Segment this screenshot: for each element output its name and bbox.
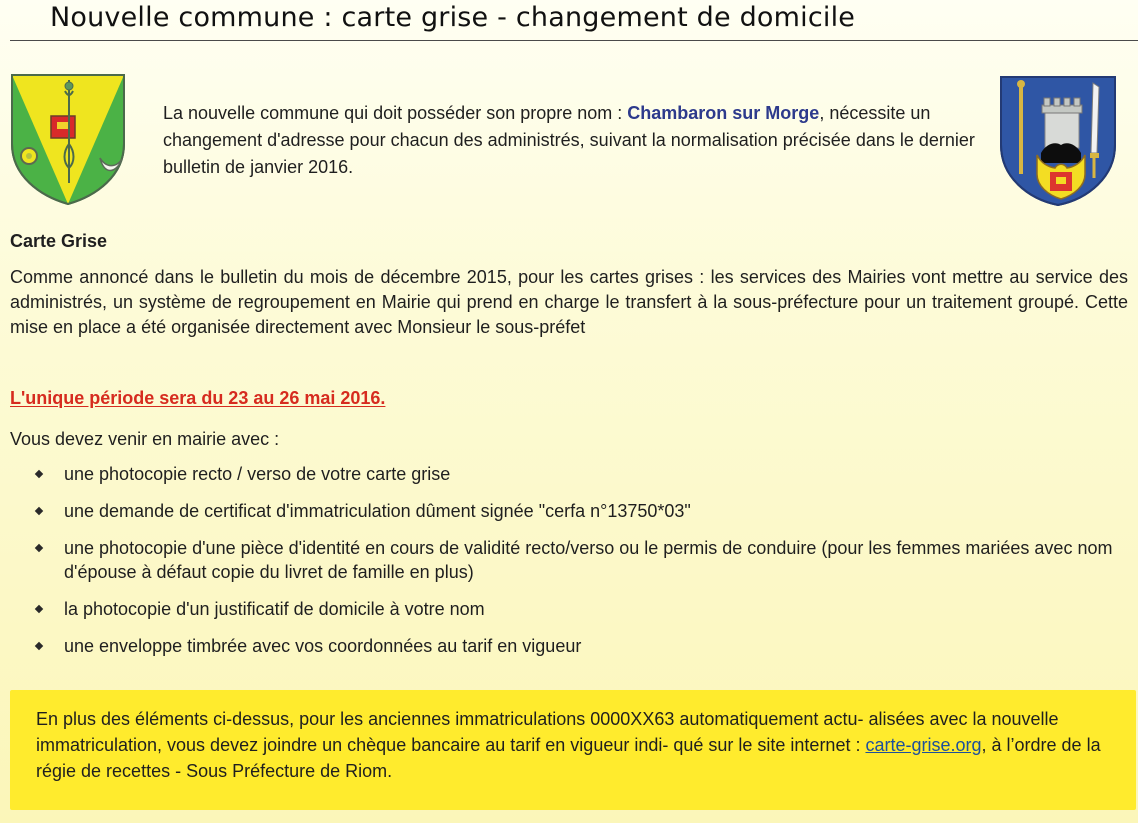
diamond-bullet-icon (35, 544, 43, 552)
diamond-bullet-icon (35, 507, 43, 515)
notice-text (36, 706, 1106, 784)
notice-text-after: , à l’ordre de la régie de recettes - Sous Préfecture de Riom. (36, 735, 1101, 781)
page-title: Nouvelle commune : carte grise - changement de domicile (50, 2, 856, 33)
list-item (36, 536, 1136, 584)
list-item-text: une photocopie d'une pièce d'identité en cours de validité recto/verso ou le permis de conduire (pour les femmes mariées avec nom d'épouse à défaut copie du livret de famille en plus) (64, 538, 1113, 582)
list-item (36, 597, 1136, 621)
list-item-text: une enveloppe timbrée avec vos coordonnées au tarif en vigueur (64, 636, 582, 656)
intro-text-after: , nécessite un changement d'adresse pour chacun des administrés, suivant la normalisation précisée dans le dernier bulletin de janvier 2016. (163, 103, 975, 177)
diamond-bullet-icon (35, 642, 43, 650)
list-item-text: une photocopie recto / verso de votre carte grise (64, 464, 451, 484)
blue-tower-coat-of-arms-icon (997, 73, 1119, 209)
carte-grise-paragraph: Comme annoncé dans le bulletin du mois de décembre 2015, pour les cartes grises : les services des Mairies vont mettre au service des administrés, un système de regroupement en Mairie qui prend en charge le transfert à la sous-préfecture pour un traitement groupé. Cette mise en place a été organisée directement avec Monsieur le sous-préfet (10, 267, 1128, 337)
section-title: Carte Grise (10, 231, 108, 251)
commune-name: Chambaron sur Morge (627, 103, 820, 123)
carte-grise-link[interactable]: carte-grise.org (865, 735, 982, 755)
diamond-bullet-icon (35, 470, 43, 478)
list-item (36, 499, 1136, 523)
title-bar (10, 0, 1138, 41)
green-gold-coat-of-arms-icon (8, 72, 128, 207)
requirements-intro: Vous devez venir en mairie avec : (10, 429, 280, 449)
requirements-list (36, 462, 1136, 671)
list-item (36, 462, 1136, 486)
period-announcement: L'unique période sera du 23 au 26 mai 2016. (10, 388, 386, 408)
intro-paragraph (163, 100, 978, 181)
intro-text-before: La nouvelle commune qui doit posséder son propre nom : (163, 103, 628, 123)
notice-box (10, 690, 1136, 810)
notice-text-before: En plus des éléments ci-dessus, pour les anciennes immatriculations 0000XX63 automatiquement actu- alisées avec la nouvelle immatriculation, vous devez joindre un chèque bancaire au tarif en vigueur indi- qué sur le site internet : (36, 709, 1059, 755)
list-item (36, 634, 1136, 658)
list-item-text: une demande de certificat d'immatriculation dûment signée "cerfa n°13750*03" (64, 501, 691, 521)
list-item-text: la photocopie d'un justificatif de domicile à votre nom (64, 599, 485, 619)
diamond-bullet-icon (35, 605, 43, 613)
